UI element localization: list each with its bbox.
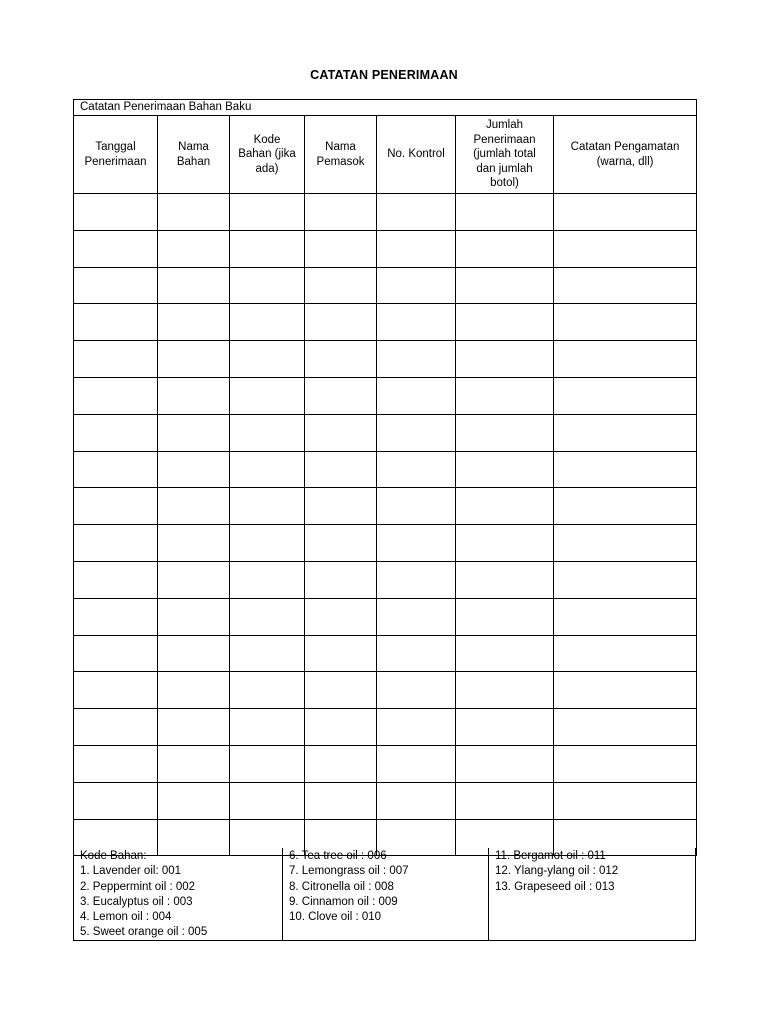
entry-cell[interactable] [377, 635, 456, 672]
entry-cell[interactable] [230, 267, 305, 304]
receiving-record-table [73, 99, 697, 856]
table-row [74, 341, 697, 378]
entry-cell[interactable] [230, 525, 305, 562]
entry-cell[interactable] [305, 488, 377, 525]
entry-cell[interactable] [554, 267, 697, 304]
header-text-line: Penerimaan [473, 133, 536, 146]
entry-cell[interactable] [554, 745, 697, 782]
table-row [74, 267, 697, 304]
entry-cell[interactable] [158, 341, 230, 378]
entry-cell[interactable] [74, 341, 158, 378]
entry-cell[interactable] [74, 672, 158, 709]
header-nama-bahan [158, 116, 230, 194]
entry-cell[interactable] [554, 304, 697, 341]
table-row [74, 782, 697, 819]
entry-cell[interactable] [230, 377, 305, 414]
entry-cell[interactable] [305, 598, 377, 635]
entry-cell[interactable] [554, 561, 697, 598]
entry-cell[interactable] [158, 561, 230, 598]
header-text-line: Penerimaan [84, 155, 147, 168]
entry-cell[interactable] [377, 451, 456, 488]
entry-cell[interactable] [377, 230, 456, 267]
entry-cell[interactable] [230, 230, 305, 267]
table-caption: Catatan Penerimaan Bahan Baku [74, 100, 697, 116]
entry-cell[interactable] [74, 561, 158, 598]
entry-cell[interactable] [554, 525, 697, 562]
legend-item: 6. Tea tree oil : 006 [289, 850, 387, 862]
entry-cell[interactable] [305, 341, 377, 378]
entry-cell[interactable] [230, 488, 305, 525]
header-text-line: (warna, dll) [596, 155, 654, 168]
entry-cell[interactable] [158, 194, 230, 231]
entry-cell[interactable] [377, 377, 456, 414]
table-row [74, 377, 697, 414]
table-row [74, 451, 697, 488]
entry-cell[interactable] [554, 488, 697, 525]
legend-item: 1. Lavender oil: 001 [80, 865, 182, 878]
entry-cell[interactable] [158, 451, 230, 488]
entry-cell[interactable] [305, 377, 377, 414]
legend-column-1 [74, 848, 282, 940]
legend-item: 4. Lemon oil : 004 [80, 911, 172, 924]
entry-cell[interactable] [377, 598, 456, 635]
header-text-line: Nama [325, 141, 356, 153]
entry-cell[interactable] [377, 414, 456, 451]
header-text-line: Nama [178, 141, 209, 153]
entry-cell[interactable] [230, 635, 305, 672]
header-text-line: Tanggal [95, 141, 136, 153]
entry-cell[interactable] [74, 635, 158, 672]
header-nama-pemasok [305, 116, 377, 194]
entry-cell[interactable] [230, 709, 305, 746]
header-text-line: Bahan (jika [238, 148, 296, 161]
entry-cell[interactable] [305, 561, 377, 598]
legend-item: Kode Bahan: [80, 850, 147, 862]
entry-cell[interactable] [305, 635, 377, 672]
header-text-line: Pemasok [316, 155, 365, 168]
legend-item: 7. Lemongrass oil : 007 [289, 865, 409, 878]
entry-cell[interactable] [377, 341, 456, 378]
header-jumlah-penerimaan [456, 116, 554, 194]
legend-item: 13. Grapeseed oil : 013 [495, 880, 615, 893]
entry-cell[interactable] [158, 745, 230, 782]
entry-cell[interactable] [158, 488, 230, 525]
table-row [74, 230, 697, 267]
entry-cell[interactable] [554, 377, 697, 414]
entry-cell[interactable] [158, 598, 230, 635]
entry-cell[interactable] [456, 635, 554, 672]
legend-column-3 [488, 848, 697, 940]
entry-cell[interactable] [74, 304, 158, 341]
entry-cell[interactable] [158, 782, 230, 819]
entry-cell[interactable] [74, 194, 158, 231]
legend-item: 9. Cinnamon oil : 009 [289, 895, 398, 908]
entry-cell[interactable] [456, 488, 554, 525]
entry-cell[interactable] [74, 709, 158, 746]
entry-cell[interactable] [554, 194, 697, 231]
entry-cell[interactable] [377, 709, 456, 746]
header-text-line: Kode [253, 133, 281, 146]
header-text-line: (jumlah total [473, 148, 536, 161]
table-row [74, 414, 697, 451]
entry-cell[interactable] [158, 377, 230, 414]
entry-cell[interactable] [305, 451, 377, 488]
entry-cell[interactable] [456, 745, 554, 782]
header-no-kontrol [377, 116, 456, 194]
entry-cell[interactable] [305, 414, 377, 451]
entry-cell[interactable] [230, 672, 305, 709]
entry-cell[interactable] [74, 488, 158, 525]
legend-item: 10. Clove oil : 010 [289, 911, 382, 924]
entry-cell[interactable] [305, 672, 377, 709]
entry-cell[interactable] [456, 304, 554, 341]
entry-cell[interactable] [74, 267, 158, 304]
entry-cell[interactable] [554, 782, 697, 819]
entry-cell[interactable] [377, 672, 456, 709]
header-tanggal-penerimaan [74, 116, 158, 194]
table-header-row [74, 116, 697, 194]
table-row [74, 194, 697, 231]
entry-cell[interactable] [554, 598, 697, 635]
entry-cell[interactable] [230, 598, 305, 635]
table-row [74, 672, 697, 709]
header-text-line: Jumlah [485, 119, 524, 132]
entry-cell[interactable] [377, 782, 456, 819]
entry-cell[interactable] [377, 194, 456, 231]
entry-cell[interactable] [74, 745, 158, 782]
entry-cell[interactable] [456, 451, 554, 488]
legend-item: 8. Citronella oil : 008 [289, 880, 394, 893]
table-row [74, 745, 697, 782]
entry-cell[interactable] [230, 341, 305, 378]
header-catatan-pengamatan [554, 116, 697, 194]
entry-cell[interactable] [305, 745, 377, 782]
page-title: CATATAN PENERIMAAN [310, 68, 458, 82]
entry-cell[interactable] [305, 194, 377, 231]
entry-cell[interactable] [305, 782, 377, 819]
table-row [74, 304, 697, 341]
entry-cell[interactable] [377, 267, 456, 304]
entry-cell[interactable] [230, 782, 305, 819]
entry-cell[interactable] [74, 414, 158, 451]
header-text-line: Catatan Pengamatan [570, 141, 680, 153]
entry-cell[interactable] [456, 414, 554, 451]
header-text-line: botol) [490, 177, 519, 190]
entry-cell[interactable] [305, 267, 377, 304]
entry-cell[interactable] [158, 709, 230, 746]
entry-cell[interactable] [554, 451, 697, 488]
table-row [74, 525, 697, 562]
entry-cell[interactable] [305, 709, 377, 746]
entry-cell[interactable] [305, 304, 377, 341]
entry-cell[interactable] [74, 525, 158, 562]
entry-cell[interactable] [554, 414, 697, 451]
legend-item: 5. Sweet orange oil : 005 [80, 926, 208, 939]
header-text-line: No. Kontrol [387, 148, 445, 161]
entry-cell[interactable] [230, 414, 305, 451]
entry-cell[interactable] [456, 525, 554, 562]
entry-cell[interactable] [456, 598, 554, 635]
entry-cell[interactable] [74, 377, 158, 414]
entry-cell[interactable] [554, 672, 697, 709]
table-row [74, 561, 697, 598]
entry-cell[interactable] [230, 194, 305, 231]
table-row [74, 488, 697, 525]
entry-cell[interactable] [158, 304, 230, 341]
entry-cell[interactable] [456, 561, 554, 598]
legend-item: 3. Eucalyptus oil : 003 [80, 895, 193, 908]
entry-cell[interactable] [554, 341, 697, 378]
entry-cell[interactable] [74, 782, 158, 819]
entry-cell[interactable] [74, 598, 158, 635]
entry-cell[interactable] [230, 745, 305, 782]
table-row [74, 635, 697, 672]
entry-cell[interactable] [456, 709, 554, 746]
entry-cell[interactable] [230, 304, 305, 341]
entry-cell[interactable] [377, 304, 456, 341]
header-text-line: dan jumlah [476, 162, 533, 175]
header-text-line: Bahan [176, 155, 211, 168]
entry-cell[interactable] [554, 635, 697, 672]
entry-cell[interactable] [456, 782, 554, 819]
entry-cell[interactable] [456, 377, 554, 414]
entry-cell[interactable] [305, 230, 377, 267]
table-row [74, 709, 697, 746]
entry-cell[interactable] [456, 230, 554, 267]
entry-cell[interactable] [74, 230, 158, 267]
entry-cell[interactable] [377, 525, 456, 562]
legend-item: 12. Ylang-ylang oil : 012 [495, 865, 619, 878]
material-code-legend [73, 848, 696, 941]
table-row [74, 598, 697, 635]
entry-cell[interactable] [74, 451, 158, 488]
legend-column-2 [282, 848, 488, 940]
entry-cell[interactable] [456, 194, 554, 231]
entry-cell[interactable] [554, 230, 697, 267]
entry-cell[interactable] [456, 341, 554, 378]
legend-item: 11. Bergamot oil : 011 [495, 850, 606, 862]
entry-cell[interactable] [158, 525, 230, 562]
entry-cell[interactable] [305, 525, 377, 562]
entry-cell[interactable] [158, 230, 230, 267]
header-kode-bahan [230, 116, 305, 194]
entry-cell[interactable] [158, 267, 230, 304]
entry-cell[interactable] [377, 561, 456, 598]
entry-cell[interactable] [230, 561, 305, 598]
entry-cell[interactable] [377, 745, 456, 782]
entry-cell[interactable] [158, 635, 230, 672]
header-text-line: ada) [255, 162, 279, 175]
entry-cell[interactable] [158, 414, 230, 451]
legend-item: 2. Peppermint oil : 002 [80, 880, 196, 893]
entry-cell[interactable] [230, 451, 305, 488]
entry-cell[interactable] [554, 709, 697, 746]
entry-cell[interactable] [377, 488, 456, 525]
entry-cell[interactable] [456, 672, 554, 709]
entry-cell[interactable] [456, 267, 554, 304]
entry-cell[interactable] [158, 672, 230, 709]
